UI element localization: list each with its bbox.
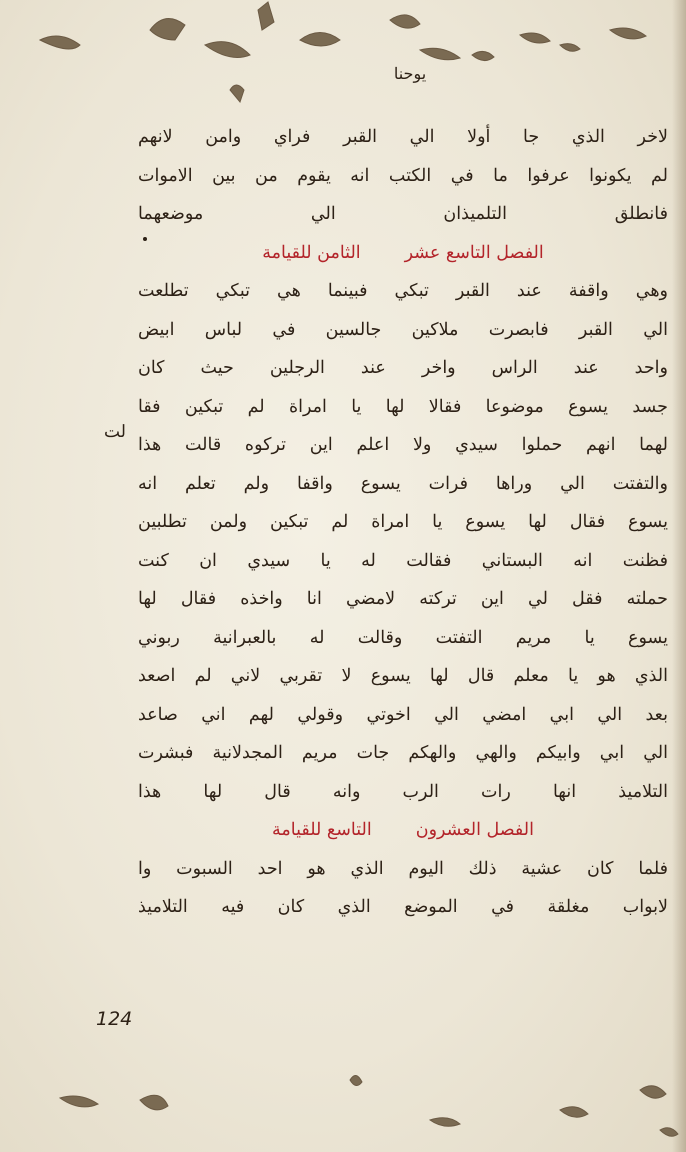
text-line: الذي هو يا معلم قال لها يسوع لا تقربي لاني لم اصعد <box>138 666 668 686</box>
chapter-title: الفصل التاسع عشر <box>404 242 544 263</box>
chapter-subtitle: الثامن للقيامة <box>262 242 361 263</box>
chapter-heading-19 <box>138 234 668 273</box>
running-header: يوحنا <box>393 64 427 83</box>
chapter-heading-20 <box>138 811 668 850</box>
text-line: بعد الي ابي امضي الي اخوتي وقولي لهم اني صاعد <box>138 704 668 725</box>
text-line: لهما انهم حملوا سيدي ولا اعلم اين تركوه قالت هذا <box>138 435 668 455</box>
text-line: يسوع يا مريم التفتت وقالت له بالعبرانية ربوني <box>138 627 668 648</box>
text-line: جسد يسوع موضوعا فقالا لها يا امراة لم تبكين فقا <box>138 396 668 417</box>
text-line: حملته فقل لي اين تركته لامضي انا واخذه فقال لها <box>138 589 668 609</box>
text-line: لم يكونوا عرفوا ما في الكتب انه يقوم من بين الاموات <box>138 165 668 186</box>
text-line: الي القبر فابصرت ملاكين جالسين في لباس ابيض <box>138 319 668 340</box>
folio-number: 124 <box>96 1008 133 1030</box>
text-line: يسوع فقال لها يسوع يا امراة لم تبكين ولمن تطلبين <box>138 512 668 532</box>
text-line: لابواب مغلقة في الموضع الذي كان فيه التلاميذ <box>138 897 668 917</box>
text-line: فظنت انه البستاني فقالت له يا سيدي ان كنت <box>138 550 668 571</box>
text-line: واحد عند الراس واخر عند الرجلين حيث كان <box>138 358 668 378</box>
text-line: الي ابي وابيكم والهي والهكم جات مريم المجدلانية فبشرت <box>138 743 668 763</box>
manuscript-text <box>138 118 668 927</box>
text-line: التلاميذ انها رات الرب وانه قال لها هذا <box>138 781 668 802</box>
margin-note: لت <box>104 422 126 442</box>
text-line: فلما كان عشية ذلك اليوم الذي هو احد السبوت وا <box>138 858 668 879</box>
chapter-subtitle: التاسع للقيامة <box>272 820 372 840</box>
text-line: والتفتت الي وراها فرات يسوع واقفا ولم تعلم انه <box>138 473 668 494</box>
text-line: وهي واقفة عند القبر تبكي فبينما هي تبكي تطلعت <box>138 281 668 301</box>
text-line: فانطلق التلميذان الي موضعهما <box>138 204 668 224</box>
text-line: لاخر الذي جا أولا الي القبر فراي وامن لانهم <box>138 127 668 147</box>
chapter-title: الفصل العشرون <box>415 820 534 840</box>
